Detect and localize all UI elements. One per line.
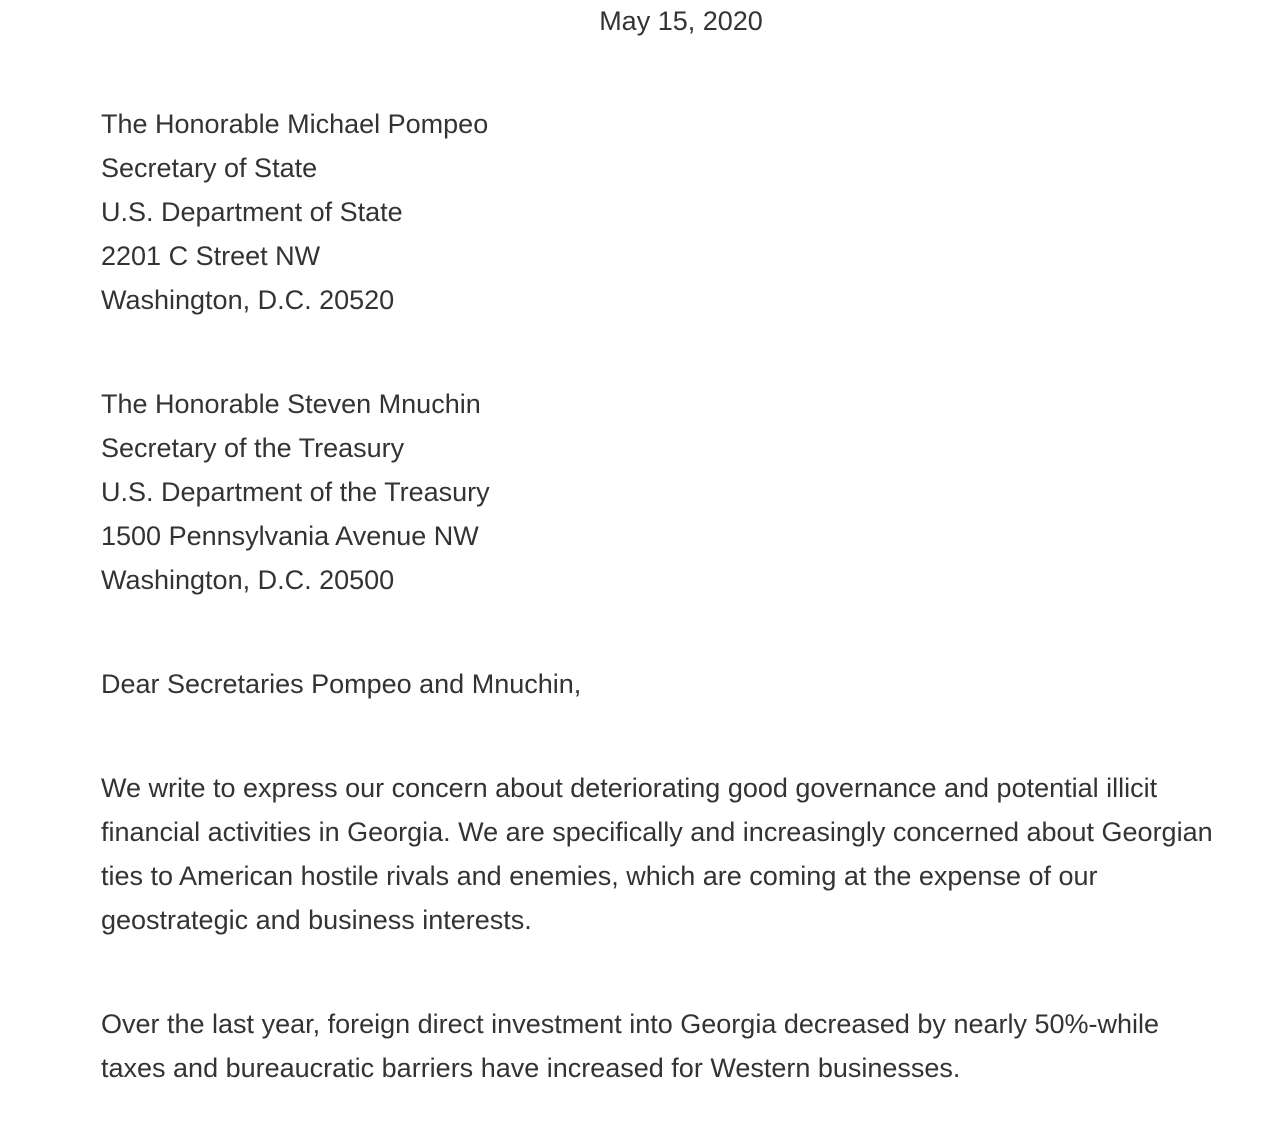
recipient-address-mnuchin — [101, 382, 490, 602]
recipient-street: 2201 C Street NW — [101, 241, 321, 271]
paragraph-line: ties to American hostile rivals and enemies, which are coming at the expense of our — [101, 861, 1098, 891]
recipient-department: U.S. Department of the Treasury — [101, 477, 490, 507]
letter-date: May 15, 2020 — [599, 6, 763, 36]
paragraph-line: geostrategic and business interests. — [101, 905, 532, 935]
body-paragraph-1 — [101, 766, 1213, 942]
body-paragraph-2 — [101, 1002, 1159, 1090]
recipient-title: Secretary of the Treasury — [101, 433, 405, 463]
recipient-address-pompeo — [101, 102, 488, 322]
recipient-department: U.S. Department of State — [101, 197, 403, 227]
recipient-city: Washington, D.C. 20520 — [101, 285, 395, 315]
paragraph-line: financial activities in Georgia. We are specifically and increasingly concerned about Georgian — [101, 817, 1213, 847]
salutation — [101, 662, 581, 706]
recipient-name: The Honorable Michael Pompeo — [101, 109, 489, 139]
recipient-title: Secretary of State — [101, 153, 318, 183]
recipient-city: Washington, D.C. 20500 — [101, 565, 395, 595]
salutation-text: Dear Secretaries Pompeo and Mnuchin, — [101, 669, 582, 699]
recipient-name: The Honorable Steven Mnuchin — [101, 389, 481, 419]
recipient-street: 1500 Pennsylvania Avenue NW — [101, 521, 479, 551]
paragraph-line: taxes and bureaucratic barriers have increased for Western businesses. — [101, 1053, 961, 1083]
paragraph-line: We write to express our concern about deteriorating good governance and potential illicit — [101, 773, 1158, 803]
paragraph-line: Over the last year, foreign direct investment into Georgia decreased by nearly 50%-while — [101, 1009, 1160, 1039]
